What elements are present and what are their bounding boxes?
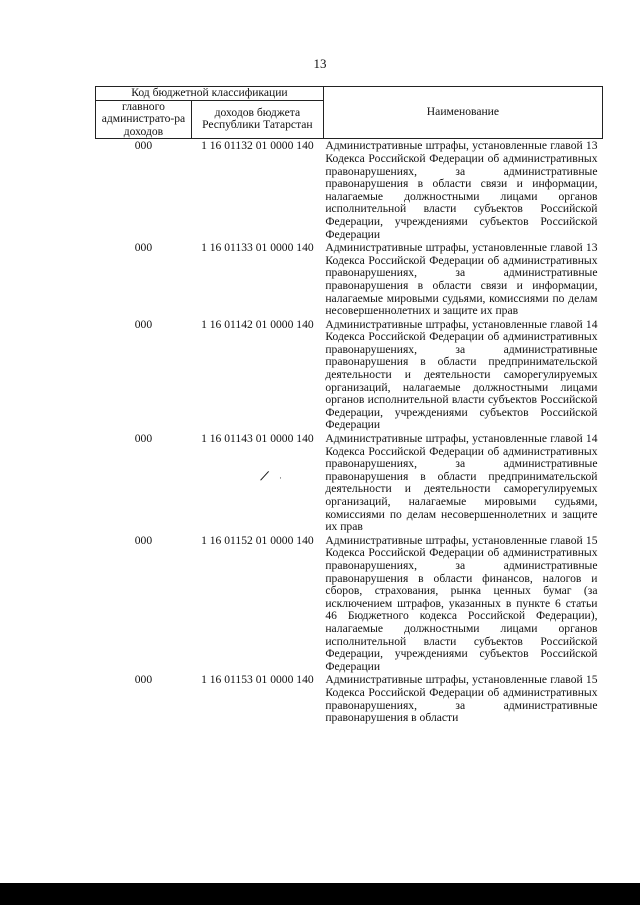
- table-row: [96, 318, 603, 432]
- admin-code-cell: 000: [134, 673, 153, 687]
- header-main-administrator: главного администрато-ра доходов: [96, 100, 192, 139]
- revenue-code-cell: 1 16 01153 01 0000 140: [201, 673, 314, 687]
- admin-code-cell: 000: [134, 432, 153, 446]
- table-row: [96, 139, 603, 241]
- header-revenue-code: доходов бюджета Республики Татарстан: [191, 100, 323, 139]
- admin-code-cell: 000: [134, 139, 153, 153]
- revenue-code-cell: 1 16 01132 01 0000 140: [201, 139, 314, 153]
- page-number: 13: [313, 56, 327, 71]
- admin-code-cell: 000: [134, 317, 153, 331]
- table-row: [96, 241, 603, 318]
- scan-artifact-mark: /: [260, 467, 269, 486]
- name-cell: Административные штрафы, установленные главой 14 Кодекса Российской Федерации об административных правонарушениях, за административные правонарушения в области предпринимательской деятельности и деятельности саморегулируемых организаций, налагаемые должностными лицами органов исполнительной власти субъектов Российской Федерации, учреждениями субъектов Российской Федерации: [325, 317, 598, 432]
- name-cell: Административные штрафы, установленные главой 13 Кодекса Российской Федерации об административных правонарушениях, за административные правонарушения в области связи и информации, налагаемые должностными лицами органов исполнительной власти субъектов Российской Федерации, учреждениями субъектов Российской Федерации: [325, 139, 598, 241]
- budget-classification-table: [95, 86, 603, 725]
- table-row: [96, 534, 603, 674]
- revenue-code-cell: 1 16 01133 01 0000 140: [201, 241, 314, 255]
- scan-artifact-dot: ·: [279, 473, 282, 483]
- admin-code-cell: 000: [134, 533, 153, 547]
- table-row: [96, 432, 603, 534]
- header-budget-classification-code: Код бюджетной классификации: [96, 87, 324, 101]
- table-row: [96, 673, 603, 724]
- header-name: Наименование: [323, 87, 602, 139]
- scan-bottom-edge: [0, 883, 640, 905]
- name-cell: Административные штрафы, установленные главой 15 Кодекса Российской Федерации об административных правонарушениях, за административные правонарушения в области: [325, 673, 598, 725]
- admin-code-cell: 000: [134, 241, 153, 255]
- revenue-code-cell: 1 16 01143 01 0000 140: [201, 432, 314, 446]
- name-cell: Административные штрафы, установленные главой 13 Кодекса Российской Федерации об административных правонарушениях, за административные правонарушения в области связи и информации, налагаемые мировыми судьями, комиссиями по делам несовершеннолетних и защите их прав: [325, 241, 598, 318]
- name-cell: Административные штрафы, установленные главой 15 Кодекса Российской Федерации об административных правонарушениях, за административные правонарушения в области финансов, налогов и сборов, страхования, рынка ценных бумаг (за исключением штрафов, указанных в пункте 6 статьи 46 Бюджетного кодекса Российской Федерации), налагаемые должностными лицами органов исполнительной власти субъектов Российской Федерации, учреждениями субъектов Российской Федерации: [325, 533, 598, 673]
- revenue-code-cell: 1 16 01142 01 0000 140: [201, 317, 314, 331]
- revenue-code-cell: 1 16 01152 01 0000 140: [201, 533, 314, 547]
- name-cell: Административные штрафы, установленные главой 14 Кодекса Российской Федерации об административных правонарушениях, за административные правонарушения в области предпринимательской деятельности и деятельности саморегулируемых организаций, налагаемые мировыми судьями, комиссиями по делам несовершеннолетних и защите их прав: [325, 432, 598, 534]
